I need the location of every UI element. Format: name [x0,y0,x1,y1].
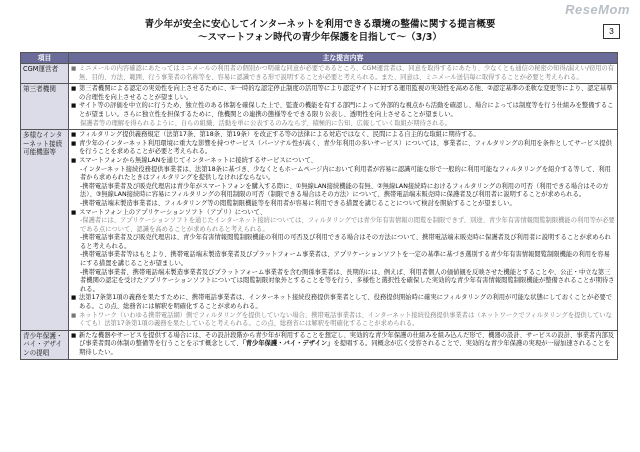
list-item: ■ ネットワーク（いわゆる携帯電話網）側でフィルタリングを提供していない場合、携帯電話事業者は、インターネット接続役務提供事業者は（ネットワークでフィルタリングを提供していなくても）法第17条第1項の義務を果たしていると考えられる。この点、総務省には解釈を明確化することが求められる。 [71,312,615,329]
list-item: ■ フィルタリング提供義務規定（法第17条、第18条、第19条）を改正する等の法律による対応ではなく、民間による自主的な取組に期待する。 [71,131,615,140]
sub-item: -携帯電話事業者及び販売代理店は青少年がスマートフォンを購入する際に、①無線LAN接続機能の有無、②無線LAN接続時におけるフィルタリングの利用の可否（利用できる場合はその方法）、③無線LAN接続時に容易にフィルタリングの利用制限の可否（制限できる場合はその方法）について、携帯電話端末販売時に保護者及び利用者に説明することが求められる。 [80,182,609,199]
sub-item: -携帯電話事業者、携帯電話端末製造事業者及びプラットフォーム事業者を含む関係事業者は、長期的には、例えば、利用者個人の価値観を反映させた機能とすることや、公正・中立な第三者機関の認定を受けたアプリケーションソフトについては閲覧制限対象外とすることを等を行う、多様性と選択性を確保した実効的な青少年有害情報閲覧制限機能が整備されることが期待される。 [80,268,615,293]
sub-item: -インターネット接続役務提供事業者は、法第18条に基づき、少なくともホームページ内において利用者が容易に認識可能な形で一般的に利用可能なフィルタリングを紹介する等して、利用者から求められたときはフィルタリングを提供しなければならない。 [80,165,611,182]
table-row [21,130,618,331]
sub-item: -携帯電話端末製造事業者は、フィルタリング等の閲覧制限機能等を利用者が容易に利用できる措置を講じることについて検討を開始することが望ましい。 [80,199,516,207]
row-content [69,130,618,331]
row-category: 第三者機関 [21,84,69,130]
row-category: 青少年保護・バイ・デザインの提唱 [21,330,69,359]
list-item: ■ 新たな機器やサービスを提供する場合には、その設計段階から青少年が利用することを想定し、実効的な青少年保護の仕組みを組み込んだ形で、機器の設計、サービスの設計、事業者内部及び事業者間の体制の整備等を行うことを示す概念として、「青少年保護・バイ・デザイン」を提唱する。同概念が広く受容されることで、実効的な青少年保護の実現が一層加速されることを期待したい。 [71,332,615,358]
header-item: 項目 [21,53,69,64]
table-row [21,330,618,359]
row-category: CGM運営者 [21,64,69,84]
list-item: ■ 法第17条第1項の義務を果たすために、携帯電話事業者は、インターネット接続役務提供事業者として、役務提供開始時に確実にフィルタリングの利用が可能な状態にしておくことが必要である。この点、総務省には解釈を明確化することが求められる。 [71,294,615,311]
page-title: 青少年が安全に安心してインターネットを利用できる環境の整備に関する提言概要 [144,19,496,30]
row-content [69,330,618,359]
emphasis-text: 「青少年保護・バイ・デザイン」 [242,340,334,348]
table-row [21,64,618,84]
table-header-row [21,53,618,64]
row-category: 多様なインターネット接続可能機器等 [21,130,69,331]
list-item: ■ サイト等の評価を中立的に行うため、独立性のある体制を確保した上で、監査の機能を有する部門によって外部的な視点から活動を確認し、場合によっては制度等を行う仕組みを整備することが望ましい。さらに独立性を担保するために、他機関との連携の態様等をできる限り公表し、透明性を向上させることが望ましい。 [71,102,615,119]
page-subtitle: ～スマートフォン時代の青少年保護を目指して～（3/3） [198,32,442,43]
row-content [69,64,618,84]
list-item: ■ 第三者機関による認定の実効性を向上させるために、①一時的な認定停止制度の活用等により認定サイトに対する運用監視の実効性を高める他、②認定基準の柔軟な変更等により、認定基準の合理性を向上させることが望ましい。 [71,85,615,102]
list-item: ■ ミニメールの内容確認にあたってはミニメールの利用者の個別かつ明確な同意が必要であるところ、CGM運営者は、同意を取得するにあたり、少なくとも通信の秘密の知得/漏えい/窃用の有無、目的、方法、範囲、行う事業者の名称等を、容易に認識できる形で説明することが必要と考えられる。また、同意は、ミニメール送信毎に取得することが必要と考えられる。 [71,65,615,82]
list-item: ■ 青少年のインターネット利用環境に重大な影響を持つサービス（パーソナル性が高く、青少年利用の多いサービス）については、事業者に、フィルタリングの利用を条件としてサービス提供を行うことを求めることが必要と考えられる。 [71,140,615,157]
sub-item: -保護者には、アプリケーションソフトを通じたインターネット接続については、フィルタリングでは青少年有害情報の閲覧を制限できず、別途、青少年有害情報閲覧制限機能の利用等が必要である点について、認識を高めることが求められると考えられる。 [80,217,615,233]
resemom-logo: ReseMom [565,2,630,17]
sub-item: -携帯電話事業者及び販売代理店は、青少年有害情報閲覧制限機能の利用の可否及び利用できる場合はその方法について、携帯電話端末販売時に保護者及び利用者に説明することが求められると考えられる。 [80,234,611,250]
table-row [21,84,618,130]
list-item: 保護者等の理解を得られるように、自らの組織、活動を単に公表するのみならず、積極的に告知、広報していく取組が期待される。 [80,119,452,127]
proposal-table [20,52,618,360]
page-number-badge: 3 [603,24,620,39]
header-content: 主な提言内容 [69,53,618,64]
sub-item: -携帯電話事業者等はもとより、携帯電話端末製造事業者及びプラットフォーム事業者は、アプリケーションソフトを一定の基準に基づき選別する青少年有害情報閲覧制限機能の利用を容易にする措置を講じることが望ましい。 [80,251,610,268]
row-content [69,84,618,130]
title-block [0,18,640,44]
list-item: ■ スマートフォンから無線LANを通じてインターネットに接続するサービスについて、 [71,157,615,166]
list-item: ■ スマートフォン上のアプリケーションソフト（アプリ）について、 [71,209,615,218]
